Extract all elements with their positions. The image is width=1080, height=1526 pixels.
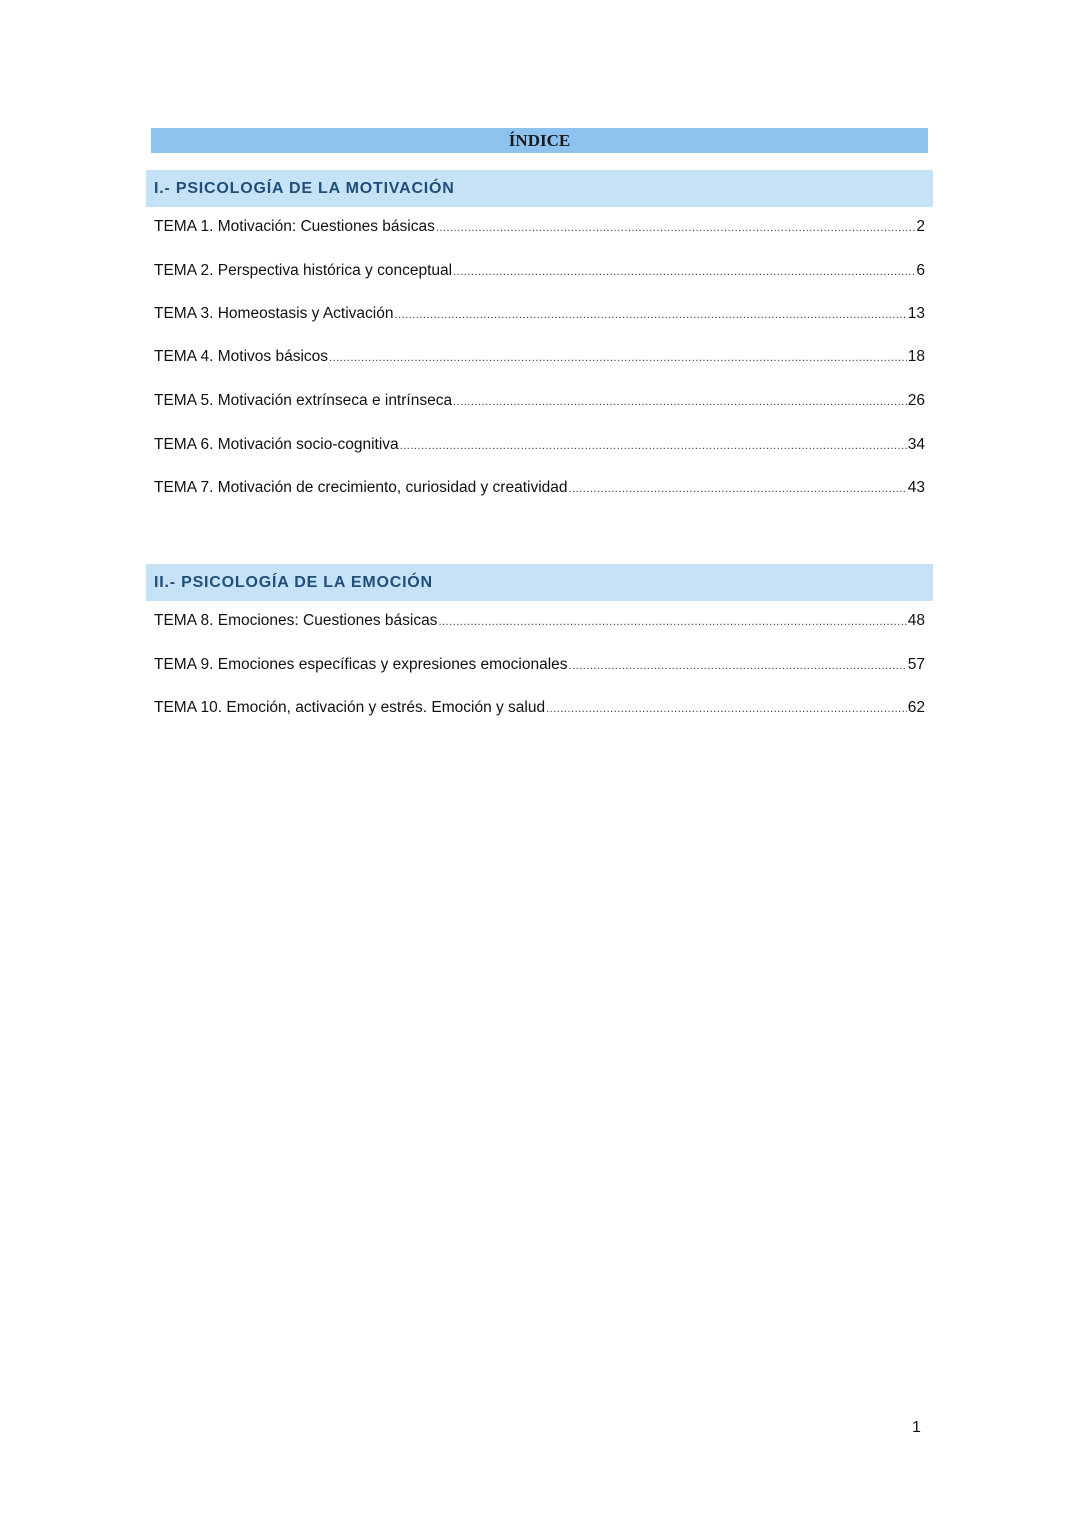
- toc-entry-page: 62: [907, 699, 925, 716]
- toc-entry-page: 34: [907, 436, 925, 453]
- toc-entry-label: TEMA 5. Motivación extrínseca e intrínseca: [154, 392, 453, 409]
- dot-leader: [569, 478, 907, 500]
- toc-entry[interactable]: [154, 390, 925, 412]
- section-heading-text: I.- PSICOLOGÍA DE LA MOTIVACIÓN: [154, 180, 455, 197]
- toc-entry-label: TEMA 2. Perspectiva histórica y conceptual: [154, 262, 453, 279]
- toc-entry[interactable]: [154, 260, 925, 282]
- toc-entry-label: TEMA 8. Emociones: Cuestiones básicas: [154, 612, 438, 629]
- toc-entry-label: TEMA 3. Homeostasis y Activación: [154, 305, 394, 322]
- toc-entry-page: 2: [916, 218, 925, 235]
- toc-entry[interactable]: [154, 697, 925, 719]
- toc-entry-page: 18: [907, 348, 925, 365]
- dot-leader: [569, 655, 907, 677]
- dot-leader: [438, 611, 906, 633]
- dot-leader: [400, 435, 907, 457]
- toc-entry-page: 57: [907, 656, 925, 673]
- page-number: 1: [912, 1419, 921, 1436]
- toc-entry[interactable]: [154, 610, 925, 632]
- index-title: ÍNDICE: [151, 128, 928, 153]
- dot-leader: [453, 391, 907, 413]
- toc-entry[interactable]: [154, 654, 925, 676]
- toc-entry-label: TEMA 6. Motivación socio-cognitiva: [154, 436, 399, 453]
- dot-leader: [453, 261, 915, 283]
- toc-entry-label: TEMA 7. Motivación de crecimiento, curiosidad y creatividad: [154, 479, 568, 496]
- toc-entry-label: TEMA 1. Motivación: Cuestiones básicas: [154, 218, 435, 235]
- toc-entry-label: TEMA 9. Emociones específicas y expresiones emocionales: [154, 656, 568, 673]
- toc-entry[interactable]: [154, 303, 925, 325]
- toc-entry[interactable]: [154, 434, 925, 456]
- toc-entry-label: TEMA 10. Emoción, activación y estrés. Emoción y salud: [154, 699, 546, 716]
- section-heading-motivation: [146, 170, 933, 207]
- dot-leader: [329, 347, 907, 369]
- dot-leader: [394, 304, 906, 326]
- toc-entry-page: 26: [907, 392, 925, 409]
- toc-entry[interactable]: [154, 216, 925, 238]
- toc-entry[interactable]: [154, 346, 925, 368]
- dot-leader: [546, 698, 907, 720]
- toc-entry-page: 43: [907, 479, 925, 496]
- toc-entry-page: 48: [907, 612, 925, 629]
- dot-leader: [436, 217, 916, 239]
- section-heading-emotion: [146, 564, 933, 601]
- toc-entry[interactable]: [154, 477, 925, 499]
- toc-entry-label: TEMA 4. Motivos básicos: [154, 348, 329, 365]
- toc-entry-page: 13: [907, 305, 925, 322]
- section-heading-text: II.- PSICOLOGÍA DE LA EMOCIÓN: [154, 574, 433, 591]
- toc-entry-page: 6: [916, 262, 925, 279]
